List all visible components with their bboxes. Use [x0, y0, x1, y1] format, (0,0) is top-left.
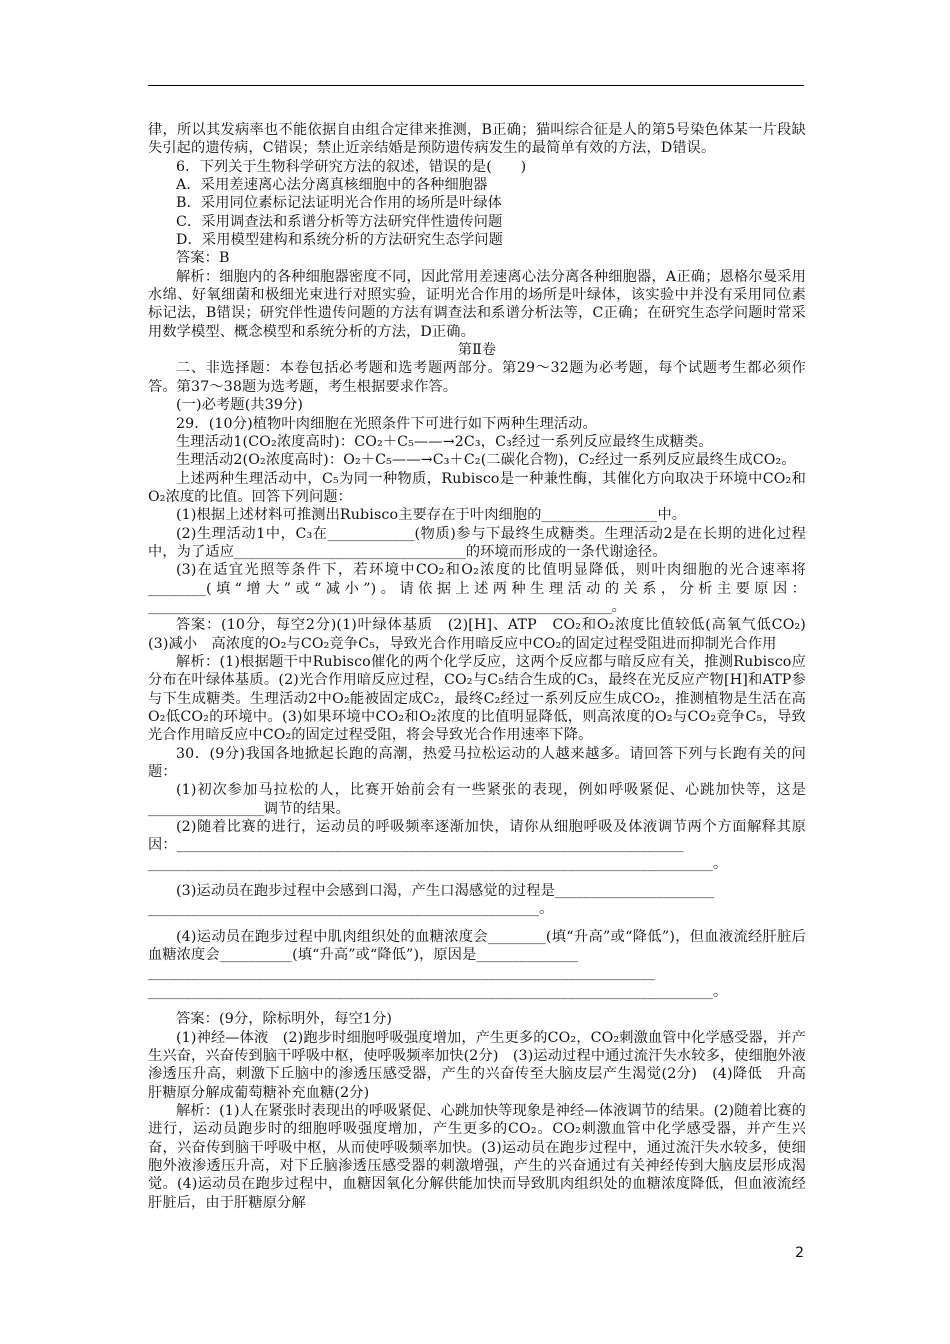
q6-stem: 6．下列关于生物科学研究方法的叙述，错误的是( )	[176, 158, 527, 175]
q29-part-2: (2)生理活动1中，C₃在____________(物质)参与下最终生成糖类。生理活动2是在长期的进化过程中，为了适应________________________________的环境而形成的一条代谢途径。	[148, 525, 806, 560]
q30-analysis: 解析：(1)人在紧张时表现出的呼吸紧促、心跳加快等现象是神经—体液调节的结果。(2)随着比赛的进行，运动员跑步时的细胞呼吸强度增加，产生更多的CO₂。CO₂刺激血管中化学感受器，并产生兴奋，兴奋传到脑干呼吸中枢，从而使呼吸频率加快。(3)运动员在跑步过程中，通过流汗失水较多，使细胞外液渗透压升高，对下丘脑渗透压感受器的刺激增强，产生的兴奋通过有关神经传到大脑皮层形成渴觉。(4)运动员在跑步过程中，血糖因氧化分解供能加快而导致肌肉组织处的血糖浓度降低，但血液流经肝脏后，由于肝糖原分解	[148, 1102, 806, 1211]
q6-analysis: 解析：细胞内的各种细胞器密度不同，因此常用差速离心法分离各种细胞器，A正确；恩格尔曼采用水绵、好氧细菌和极细光束进行对照实验，证明光合作用的场所是叶绿体，该实验中并没有采用同位素标记法，B错误；研究伴性遗传问题的方法有调查法和系谱分析法等，C正确；在研究生态学问题时常采用数学模型、概念模型和系统分析的方法，D正确。	[148, 268, 806, 340]
page-number: 2	[795, 1245, 804, 1261]
q29-activity-1: 生理活动1(CO₂浓度高时)：CO₂＋C₅——→2C₃，C₃经过一系列反应最终生成糖类。	[176, 433, 713, 450]
q29-part-3: (3)在适宜光照等条件下，若环境中CO₂和O₂浓度的比值明显降低，则叶肉细胞的光合速率将________(填“增大”或“减小”)。请依据上述两种生理活动的关系，分析主要原因：________________________________________________________________。	[148, 562, 806, 615]
q30-stem: 30．(9分)我国各地掀起长跑的高潮，热爱马拉松运动的人越来越多。请回答下列与长跑有关的问题：	[148, 745, 806, 781]
page-body	[148, 121, 821, 1212]
q29-stem: 29．(10分)植物叶肉细胞在光照条件下可进行如下两种生理活动。	[176, 415, 597, 432]
q30-part-4-blank-2: ______________________________________________________________________________。	[148, 983, 728, 1000]
section-title: 第Ⅱ卷	[457, 342, 497, 359]
q5-analysis-tail: 律，所以其发病率也不能依据自由组合定律来推测，B正确；猫叫综合征是人的第5号染色体某一片段缺失引起的遗传病，C错误；禁止近亲结婚是预防遗传病发生的最简单有效的方法，D错误。	[148, 122, 806, 157]
q29-activity-2: 生理活动2(O₂浓度高时)：O₂＋C₅——→C₃＋C₂(二碳化合物)，C₂经过一系列反应最终生成CO₂。	[176, 452, 796, 469]
q29-context: 上述两种生理活动中，C₅为同一种物质，Rubisco是一种兼性酶，其催化方向取决于环境中CO₂和O₂浓度的比值。回答下列问题：	[148, 470, 806, 505]
q30-part-4-blank: ______________________________________________________________________	[148, 965, 656, 982]
q29-part-1: (1)根据上述材料可推测出Rubisco主要存在于叶肉细胞的________________中。	[176, 507, 687, 524]
q30-part-3: (3)运动员在跑步过程中会感到口渴，产生口渴感觉的过程是______________________	[176, 883, 715, 900]
q30-answer: 答案：(9分，除标明外，每空1分)	[176, 1011, 393, 1028]
q6-option-b: B．采用同位素标记法证明光合作用的场所是叶绿体	[176, 195, 503, 212]
q29-answer: 答案：(10分，每空2分)(1)叶绿体基质 (2)[H]、ATP CO₂和O₂浓度比值较低(高氧气低CO₂) (3)减小 高浓度的O₂与CO₂竞争C₅，导致光合作用暗反应中CO₂的固定过程受阻进而抑制光合作用	[148, 617, 821, 652]
q30-part-1: (1)初次参加马拉松的人，比赛开始前会有一些紧张的表现，例如呼吸紧促、心跳加快等，这是________________调节的结果。	[148, 782, 806, 817]
q30-part-2-blank: ______________________________________________________________________________。	[148, 855, 728, 872]
q30-answer-detail: (1)神经—体液 (2)跑步时细胞呼吸强度增加，产生更多的CO₂，CO₂刺激血管中化学感受器，并产生兴奋，兴奋传到脑干呼吸中枢，使呼吸频率加快(2分) (3)运动过程中通过流汗失水较多，使细胞外液渗透压升高，刺激下丘脑中的渗透压感受器，产生的兴奋传至大脑皮层产生渴觉(2分) (4)降低 升高 肝糖原分解成葡萄糖补充血糖(2分)	[148, 1029, 821, 1101]
section-intro: 二、非选择题：本卷包括必考题和选考题两部分。第29～32题为必考题，每个试题考生都必须作答。第37～38题为选考题，考生根据要求作答。	[148, 360, 806, 395]
q30-part-2: (2)随着比赛的进行，运动员的呼吸频率逐渐加快，请你从细胞呼吸及体液调节两个方面解释其原因：______________________________________________________________________	[148, 819, 806, 854]
q6-option-d: D．采用模型建构和系统分析的方法研究生态学问题	[176, 232, 503, 249]
q6-option-a: A．采用差速离心法分离真核细胞中的各种细胞器	[176, 177, 488, 194]
q30-part-4: (4)运动员在跑步过程中肌肉组织处的血糖浓度会________(填“升高”或“降低”)，但血液流经肝脏后血糖浓度会__________(填“升高”或“降低”)，原因是______________	[148, 928, 806, 964]
header-rule	[148, 85, 804, 86]
q6-answer: 答案：B	[176, 250, 230, 267]
q6-option-c: C．采用调查法和系谱分析等方法研究伴性遗传问题	[176, 213, 503, 230]
required-header: (一)必考题(共39分)	[176, 397, 304, 414]
q30-part-3-blank: ______________________________________________________。	[148, 901, 554, 918]
q29-analysis: 解析：(1)根据题干中Rubisco催化的两个化学反应，这两个反应都与暗反应有关，推测Rubisco应分布在叶绿体基质。(2)光合作用暗反应过程，CO₂与C₅结合生成的C₃，最终在光反应产物[H]和ATP参与下生成糖类。生理活动2中O₂能被固定成C₂，最终C₂经过一系列反应生成CO₂，推测植物是生活在高O₂低CO₂的环境中。(3)如果环境中CO₂和O₂浓度的比值明显降低，则高浓度的O₂与CO₂竞争C₅，导致光合作用暗反应中CO₂的固定过程受阻，将会导致光合作用速率下降。	[148, 653, 806, 744]
